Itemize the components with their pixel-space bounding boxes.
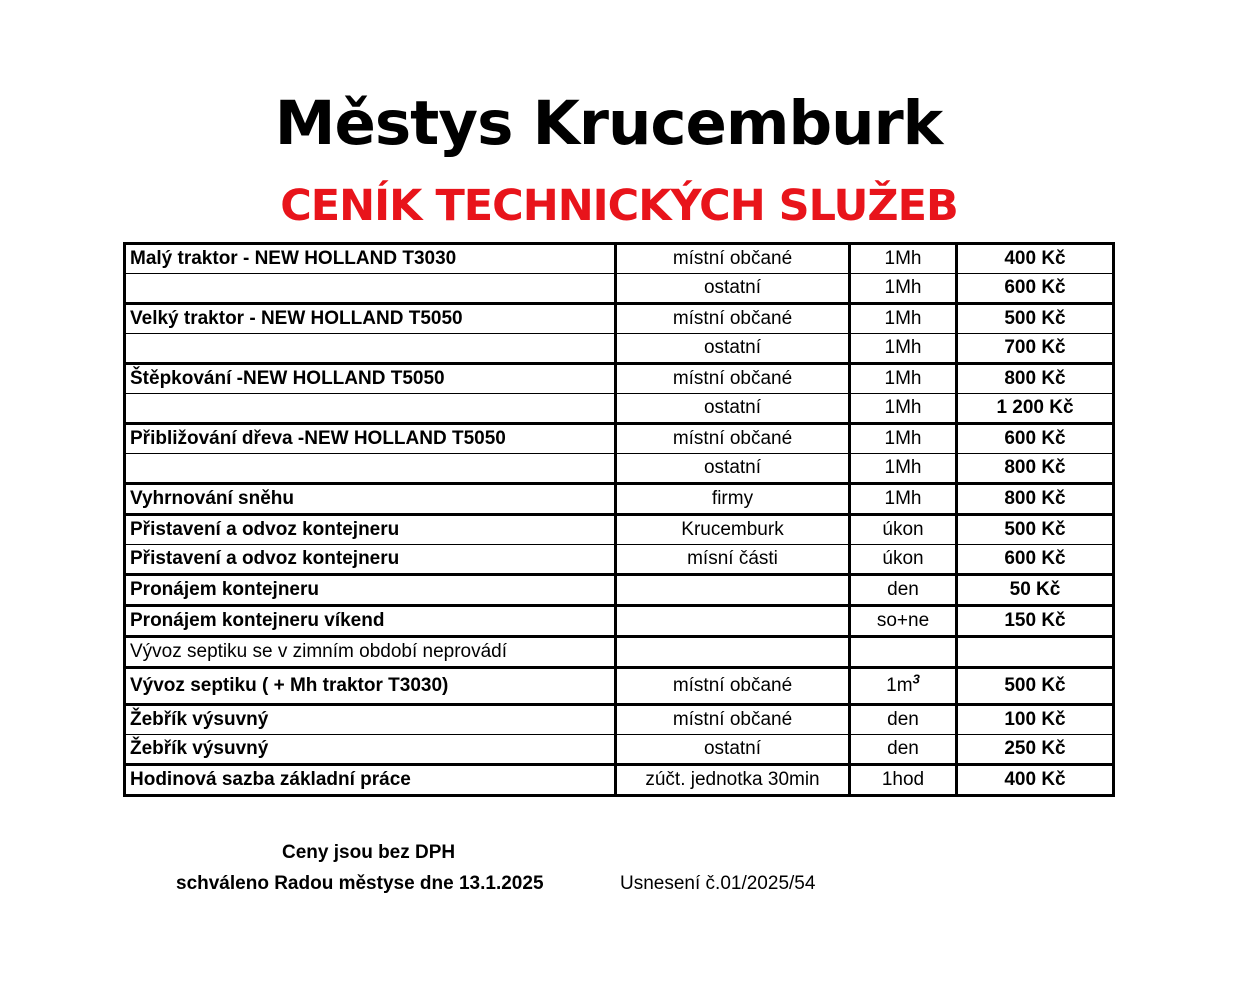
service-name: Vyhrnování sněhu <box>125 484 616 515</box>
resolution-number: Usnesení č.01/2025/54 <box>620 873 816 894</box>
price: 500 Kč <box>957 304 1114 334</box>
service-name <box>125 334 616 364</box>
unit-exponent: 3 <box>912 671 920 687</box>
service-name: Vývoz septiku ( + Mh traktor T3030) <box>125 668 616 705</box>
price: 800 Kč <box>957 364 1114 394</box>
customer-type <box>616 606 850 637</box>
price: 150 Kč <box>957 606 1114 637</box>
billing-unit: 1Mh <box>850 424 957 454</box>
customer-type <box>616 637 850 668</box>
billing-unit: den <box>850 705 957 735</box>
table-row <box>125 364 1114 394</box>
table-row <box>125 545 1114 575</box>
service-name: Velký traktor - NEW HOLLAND T5050 <box>125 304 616 334</box>
customer-type: místní občané <box>616 244 850 274</box>
table-row <box>125 424 1114 454</box>
billing-unit: 1Mh <box>850 454 957 484</box>
table-row <box>125 304 1114 334</box>
service-name <box>125 274 616 304</box>
service-name: Přistavení a odvoz kontejneru <box>125 545 616 575</box>
price: 700 Kč <box>957 334 1114 364</box>
service-name: Hodinová sazba základní práce <box>125 765 616 796</box>
table-row <box>125 334 1114 364</box>
service-name: Pronájem kontejneru víkend <box>125 606 616 637</box>
table-row <box>125 668 1114 705</box>
billing-unit: 1Mh <box>850 484 957 515</box>
table-row <box>125 705 1114 735</box>
price: 50 Kč <box>957 575 1114 606</box>
table-row <box>125 575 1114 606</box>
table-row <box>125 274 1114 304</box>
customer-type: místní občané <box>616 424 850 454</box>
billing-unit: 1Mh <box>850 334 957 364</box>
price: 500 Kč <box>957 515 1114 545</box>
price: 800 Kč <box>957 484 1114 515</box>
service-name: Žebřík výsuvný <box>125 705 616 735</box>
customer-type: zúčt. jednotka 30min <box>616 765 850 796</box>
price: 600 Kč <box>957 274 1114 304</box>
service-name: Pronájem kontejneru <box>125 575 616 606</box>
price: 600 Kč <box>957 545 1114 575</box>
customer-type: místní občané <box>616 304 850 334</box>
service-name: Přistavení a odvoz kontejneru <box>125 515 616 545</box>
billing-unit: 1hod <box>850 765 957 796</box>
table-row <box>125 735 1114 765</box>
service-note: Vývoz septiku se v zimním období neprovádí <box>125 637 616 668</box>
table-row <box>125 454 1114 484</box>
customer-type: ostatní <box>616 454 850 484</box>
service-name: Štěpkování -NEW HOLLAND T5050 <box>125 364 616 394</box>
approval-note: schváleno Radou městyse dne 13.1.2025 <box>176 873 544 894</box>
vat-note: Ceny jsou bez DPH <box>282 842 456 863</box>
customer-type: mísní části <box>616 545 850 575</box>
billing-unit: so+ne <box>850 606 957 637</box>
billing-unit: 1Mh <box>850 304 957 334</box>
price-list-subtitle: CENÍK TECHNICKÝCH SLUŽEB <box>280 181 958 231</box>
price: 250 Kč <box>957 735 1114 765</box>
service-name: Žebřík výsuvný <box>125 735 616 765</box>
table-row <box>125 244 1114 274</box>
customer-type <box>616 575 850 606</box>
table-row <box>125 515 1114 545</box>
billing-unit: 1Mh <box>850 364 957 394</box>
customer-type: ostatní <box>616 334 850 364</box>
billing-unit <box>850 668 957 705</box>
billing-unit: 1Mh <box>850 394 957 424</box>
billing-unit-base: 1m <box>886 675 913 696</box>
customer-type: ostatní <box>616 394 850 424</box>
billing-unit: 1Mh <box>850 244 957 274</box>
price: 100 Kč <box>957 705 1114 735</box>
customer-type: ostatní <box>616 735 850 765</box>
price: 400 Kč <box>957 244 1114 274</box>
service-name <box>125 454 616 484</box>
customer-type: Krucemburk <box>616 515 850 545</box>
customer-type: místní občané <box>616 668 850 705</box>
billing-unit: 1Mh <box>850 274 957 304</box>
service-name <box>125 394 616 424</box>
billing-unit: úkon <box>850 515 957 545</box>
customer-type: místní občané <box>616 705 850 735</box>
billing-unit: den <box>850 575 957 606</box>
price <box>957 637 1114 668</box>
billing-unit: úkon <box>850 545 957 575</box>
service-name: Přibližování dřeva -NEW HOLLAND T5050 <box>125 424 616 454</box>
price: 800 Kč <box>957 454 1114 484</box>
table-row <box>125 484 1114 515</box>
price-table <box>123 242 1115 797</box>
billing-unit <box>850 637 957 668</box>
price: 1 200 Kč <box>957 394 1114 424</box>
table-row <box>125 765 1114 796</box>
table-row <box>125 606 1114 637</box>
price: 500 Kč <box>957 668 1114 705</box>
service-name: Malý traktor - NEW HOLLAND T3030 <box>125 244 616 274</box>
town-title: Městys Krucemburk <box>274 88 943 159</box>
table-row <box>125 394 1114 424</box>
price: 600 Kč <box>957 424 1114 454</box>
billing-unit: den <box>850 735 957 765</box>
customer-type: místní občané <box>616 364 850 394</box>
price: 400 Kč <box>957 765 1114 796</box>
customer-type: firmy <box>616 484 850 515</box>
customer-type: ostatní <box>616 274 850 304</box>
table-row <box>125 637 1114 668</box>
